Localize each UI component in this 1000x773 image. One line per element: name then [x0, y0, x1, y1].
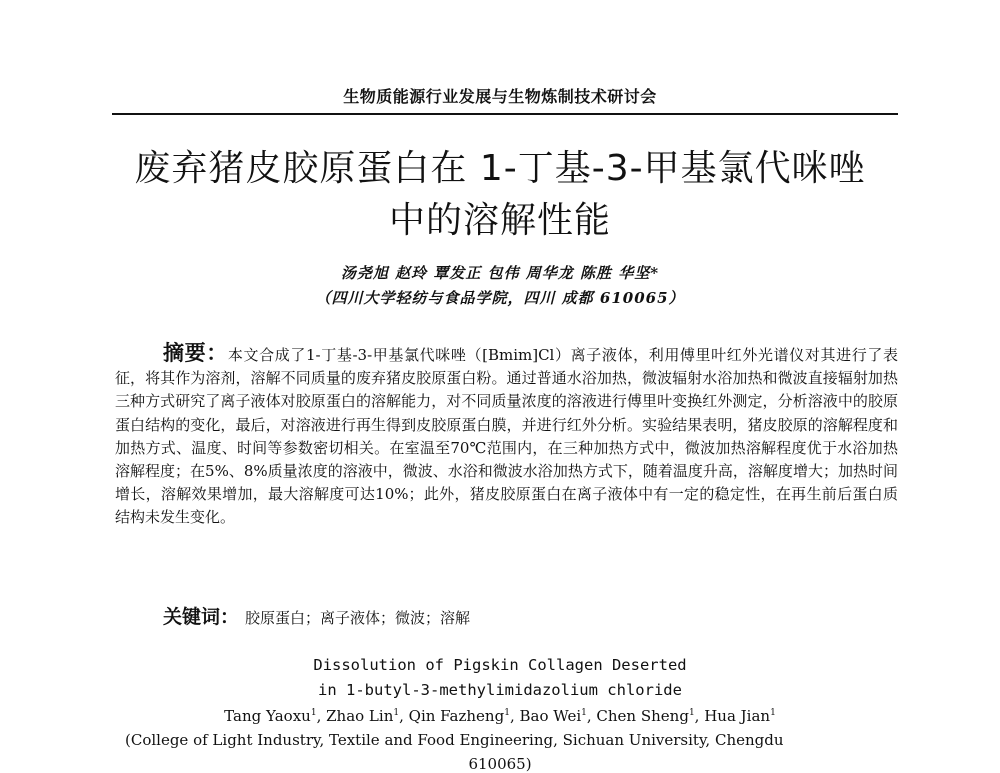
title-line-2: 中的溶解性能: [388, 200, 611, 241]
author-mark: 1: [504, 708, 510, 718]
title-line-1: 废弃猪皮胶原蛋白在 1-丁基-3-甲基氯代咪唑: [134, 148, 866, 189]
keywords-label: 关键词：: [163, 606, 240, 628]
english-affiliation-line-1: (College of Light Industry, Textile and Food Engineering, Sichuan University, Chengdu: [125, 731, 784, 749]
header-rule: [112, 113, 898, 115]
affiliation: （四川大学轻纺与食品学院，四川 成都 610065）: [315, 289, 685, 307]
abstract: [115, 342, 898, 530]
english-authors: Tang Yaoxu$^1$, Zhao Lin$^1$, Qin Fazheng$^1$, Bao Wei$^1$, Chen Sheng$^1$, Hua Jian$^1$: [224, 707, 776, 725]
english-author: Hua Jian: [704, 707, 771, 725]
english-author: Tang Yaoxu: [224, 707, 311, 725]
author-mark: 1: [393, 708, 400, 718]
keywords-text: 胶原蛋白；离子液体；微波；溶解: [245, 609, 471, 627]
author-mark: 1: [581, 708, 587, 718]
author-mark: 1: [770, 708, 776, 718]
english-author: Chen Sheng: [596, 707, 689, 725]
abstract-text: 本文合成了1-丁基-3-甲基氯代咪唑（[Bmim]Cl）离子液体，利用傅里叶红外光谱仪对其进行了表征，将其作为溶剂，溶解不同质量的废弃猪皮胶原蛋白粉。通过普通水浴加热，微波辐射水浴加热和微波直接辐射加热三种方式研究了离子液体对胶原蛋白的溶解能力，对不同质量浓度的溶液进行傅里叶变换红外测定，分析溶液中的胶原蛋白结构的变化，最后，对溶液进行再生得到皮胶原蛋白膜，并进行红外分析。实验结果表明，猪皮胶原的溶解程度和加热方式、温度、时间等参数密切相关。在室温至70℃范围内，在三种加热方式中，微波加热溶解程度优于水浴加热溶解程度；在5%、8%质量浓度的溶液中，微波、水浴和微波水浴加热方式下，随着温度升高，溶解度增大；加热时间增长，溶解效果增加，最大溶解度可达10%；此外，猪皮胶原蛋白在离子液体中有一定的稳定性，在再生前后蛋白质结构未发生变化。: [115, 346, 899, 527]
english-author: Bao Wei: [519, 707, 582, 725]
keywords: [163, 602, 863, 629]
english-author: Zhao Lin: [326, 707, 394, 725]
english-affiliation-line-2: 610065): [468, 755, 532, 773]
author-list: 汤尧旭 赵玲 覃发正 包伟 周华龙 陈胜 华坚*: [340, 264, 660, 282]
abstract-label: 摘要：: [163, 341, 228, 365]
author-mark: 1: [310, 708, 317, 718]
english-title-line-1: Dissolution of Pigskin Collagen Deserted: [313, 656, 687, 674]
author-mark: 1: [688, 708, 695, 718]
conference-header: 生物质能源行业发展与生物炼制技术研讨会: [343, 87, 657, 106]
english-title-line-2: in 1-butyl-3-methylimidazolium chloride: [318, 681, 682, 699]
english-author: Qin Fazheng: [408, 707, 505, 725]
